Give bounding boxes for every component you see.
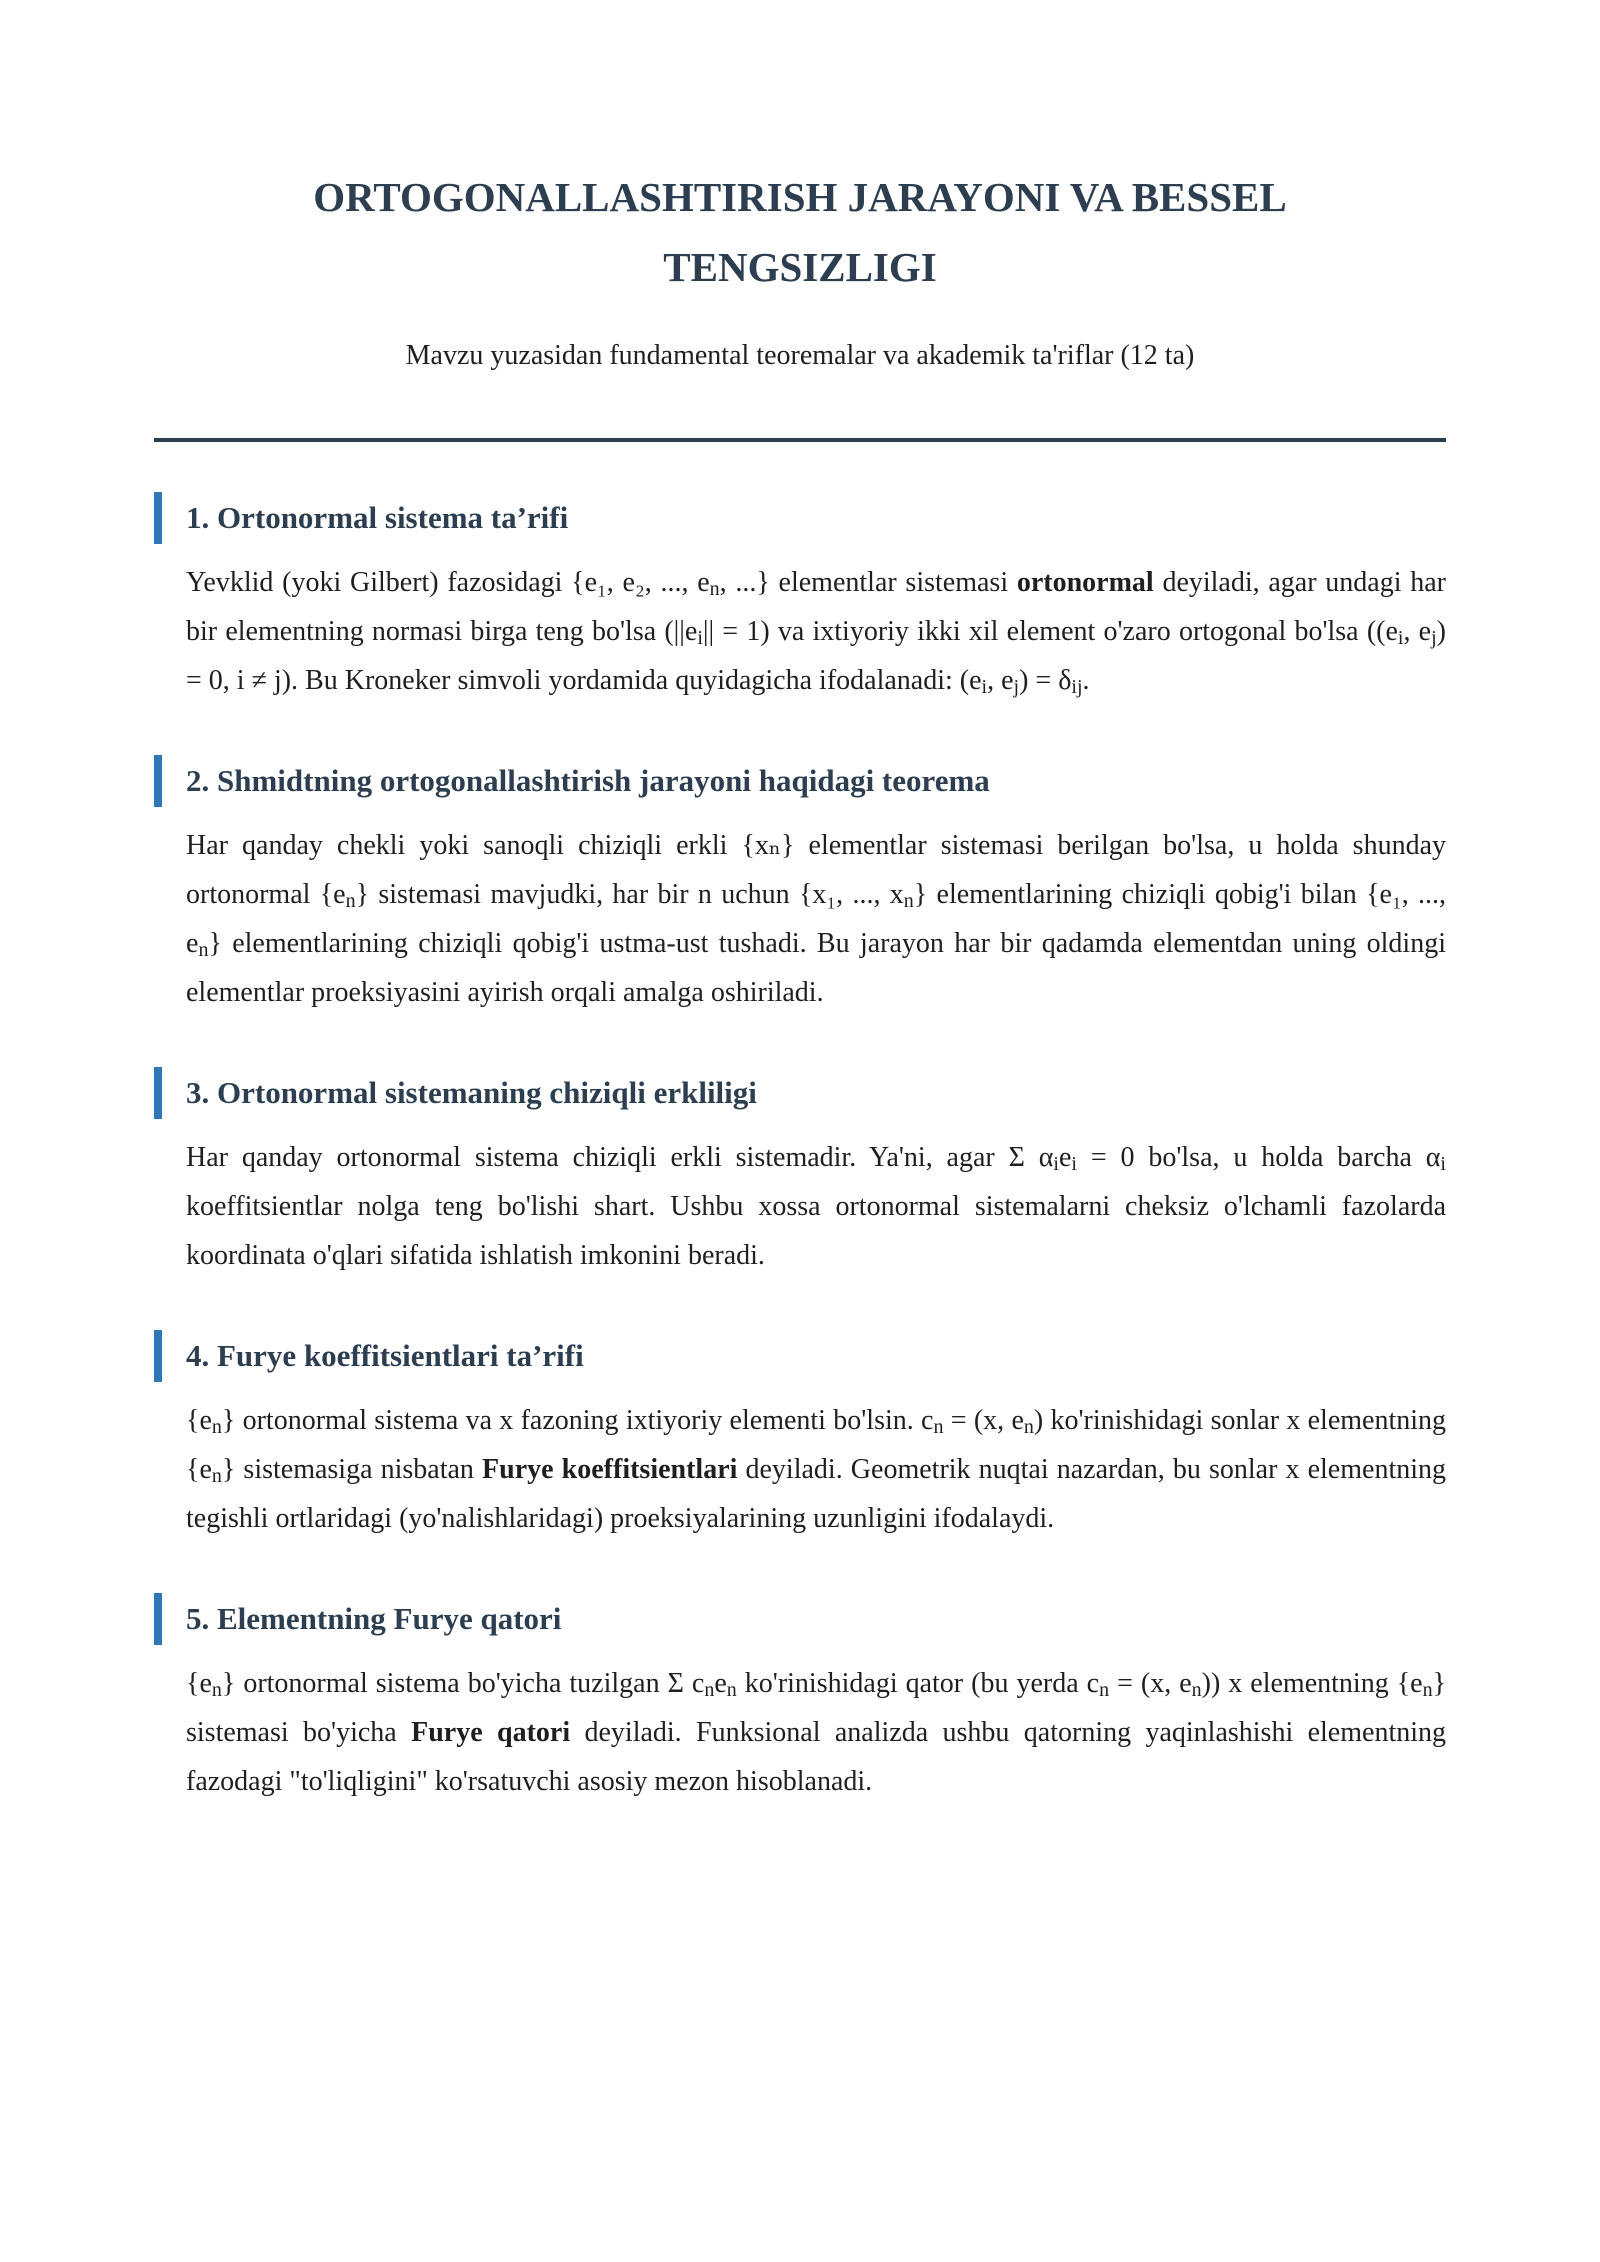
subscript: i: [1053, 1153, 1059, 1175]
body-text: Har qanday chekli yoki sanoqli chiziqli erkli {xₙ} elementlar sistemasi berilgan bo'lsa, u holda shunday ortonormal {e: [186, 830, 1446, 910]
title-divider: [154, 438, 1446, 442]
body-text: deyiladi, agar undagi har bir elementning normasi birga teng bo'lsa (||e: [186, 567, 1446, 647]
document-title-line-2: TENGSIZLIGI: [663, 244, 937, 290]
subscript: n: [1023, 1416, 1034, 1438]
bold-term: ortonormal: [1016, 567, 1154, 598]
section-body: [154, 558, 1446, 705]
body-text: {e: [186, 1668, 212, 1699]
section-heading: [154, 492, 1446, 544]
subscript: n: [1099, 1679, 1110, 1701]
body-text: } ortonormal sistema bo'yicha tuzilgan Σ c: [221, 1668, 705, 1699]
section-heading: [154, 1593, 1446, 1645]
body-text: , ...} elementlar sistemasi: [719, 567, 1017, 598]
section-heading-text: 4. Furye koeffitsientlari ta’rifi: [186, 1338, 584, 1373]
subscript: n: [709, 578, 720, 600]
body-text: } elementlarining chiziqli qobig'i ustma-ust tushadi. Bu jarayon har bir qadamda elementdan uning oldingi elementlar proeksiyasini ayirish orqali amalga oshiriladi.: [186, 928, 1446, 1008]
document-title-line-1: ORTOGONALLASHTIRISH JARAYONI VA BESSEL: [313, 174, 1287, 220]
body-text: ) = δ: [1019, 665, 1072, 696]
body-text: ko'rinishidagi qator (bu yerda c: [736, 1668, 1100, 1699]
subscript: n: [211, 1416, 222, 1438]
body-text: } elementlarining chiziqli qobig'i bilan {e₁, ..., e: [186, 879, 1447, 959]
section-accent-bar: [154, 1330, 162, 1382]
body-text: deyiladi. Geometrik nuqtai nazardan, bu sonlar x elementning tegishli ortlaridagi (yo'nalishlaridagi) proeksiyalarining uzunligini ifodalaydi.: [186, 1454, 1446, 1534]
subscript: ij: [1071, 676, 1083, 698]
bold-term: Furye qatori: [411, 1717, 571, 1748]
body-text: } sistemasi bo'yicha: [186, 1668, 1447, 1748]
subscript: n: [726, 1679, 737, 1701]
subscript: i: [981, 676, 988, 698]
subscript: i: [1071, 1153, 1077, 1175]
body-text: = 0 bo'lsa, u holda barcha α: [1076, 1142, 1441, 1173]
body-text: e: [714, 1668, 727, 1699]
body-text: } sistemasi mavjudki, har bir n uchun {x₁, ..., x: [355, 879, 904, 910]
subscript: j: [1013, 676, 1020, 698]
document-subtitle: Mavzu yuzasidan fundamental teoremalar va akademik ta'riflar (12 ta): [405, 340, 1195, 371]
body-text: ) = 0, i ≠ j). Bu Kroneker simvoli yordamida quyidagicha ifodalanadi: (e: [186, 616, 1446, 696]
subscript: i: [1397, 627, 1404, 649]
section-accent-bar: [154, 755, 162, 807]
section-heading: [154, 755, 1446, 807]
section-4: [154, 1330, 1446, 1543]
subscript: i: [697, 627, 703, 649]
bold-term: Furye koeffitsientlari: [482, 1454, 738, 1485]
subscript: i: [1440, 1153, 1446, 1175]
section-body: [154, 821, 1446, 1017]
subscript: n: [211, 1679, 222, 1701]
section-accent-bar: [154, 1593, 162, 1645]
section-heading-text: 3. Ortonormal sistemaning chiziqli erkliligi: [186, 1075, 757, 1110]
section-2: [154, 755, 1446, 1017]
section-accent-bar: [154, 1067, 162, 1119]
body-text: e: [1058, 1142, 1072, 1173]
section-heading: [154, 1067, 1446, 1119]
body-text: {e: [186, 1405, 212, 1436]
body-text: } sistemasiga nisbatan: [221, 1454, 483, 1485]
subscript: n: [704, 1679, 715, 1701]
body-text: , e: [987, 665, 1014, 696]
subscript: n: [198, 939, 209, 961]
body-text: Yevklid (yoki Gilbert) fazosidagi {e₁, e₂, ..., e: [186, 567, 710, 598]
subscript: n: [1191, 1679, 1202, 1701]
body-text: )) x elementning {e: [1201, 1668, 1423, 1699]
body-text: } ortonormal sistema va x fazoning ixtiyoriy elementi bo'lsin. c: [221, 1405, 934, 1436]
section-body: [154, 1659, 1446, 1806]
body-text: .: [1082, 665, 1090, 696]
section-heading-text: 2. Shmidtning ortogonallashtirish jarayoni haqidagi teorema: [186, 763, 990, 798]
body-text: ) ko'rinishidagi sonlar x elementning {e: [186, 1405, 1447, 1485]
body-text: , e: [1403, 616, 1432, 647]
subscript: n: [345, 890, 356, 912]
body-text: = (x, e: [1109, 1668, 1192, 1699]
section-body: [154, 1396, 1446, 1543]
section-1: [154, 492, 1446, 705]
subscript: n: [933, 1416, 944, 1438]
section-accent-bar: [154, 492, 162, 544]
body-text: deyiladi. Funksional analizda ushbu qatorning yaqinlashishi elementning fazodagi "to'liqligini" ko'rsatuvchi asosiy mezon hisoblanadi.: [186, 1717, 1447, 1797]
section-heading: [154, 1330, 1446, 1382]
document-title: [154, 162, 1446, 302]
subscript: n: [211, 1465, 222, 1487]
section-heading-text: 5. Elementning Furye qatori: [186, 1601, 562, 1636]
body-text: koeffitsientlar nolga teng bo'lishi shart. Ushbu xossa ortonormal sistemalarni cheksiz o'lchamli fazolarda koordinata o'qlari sifatida ishlatish imkonini beradi.: [186, 1191, 1446, 1271]
body-text: Har qanday ortonormal sistema chiziqli erkli sistemadir. Ya'ni, agar Σ α: [186, 1142, 1054, 1173]
section-5: [154, 1593, 1446, 1806]
body-text: = (x, e: [943, 1405, 1024, 1436]
subscript: j: [1431, 627, 1437, 649]
subscript: n: [1422, 1679, 1433, 1701]
subscript: n: [903, 890, 914, 912]
section-heading-text: 1. Ortonormal sistema ta’rifi: [186, 500, 569, 535]
body-text: || = 1) va ixtiyoriy ikki xil element o'zaro ortogonal bo'lsa ((e: [702, 616, 1398, 647]
section-3: [154, 1067, 1446, 1280]
section-body: [154, 1133, 1446, 1280]
